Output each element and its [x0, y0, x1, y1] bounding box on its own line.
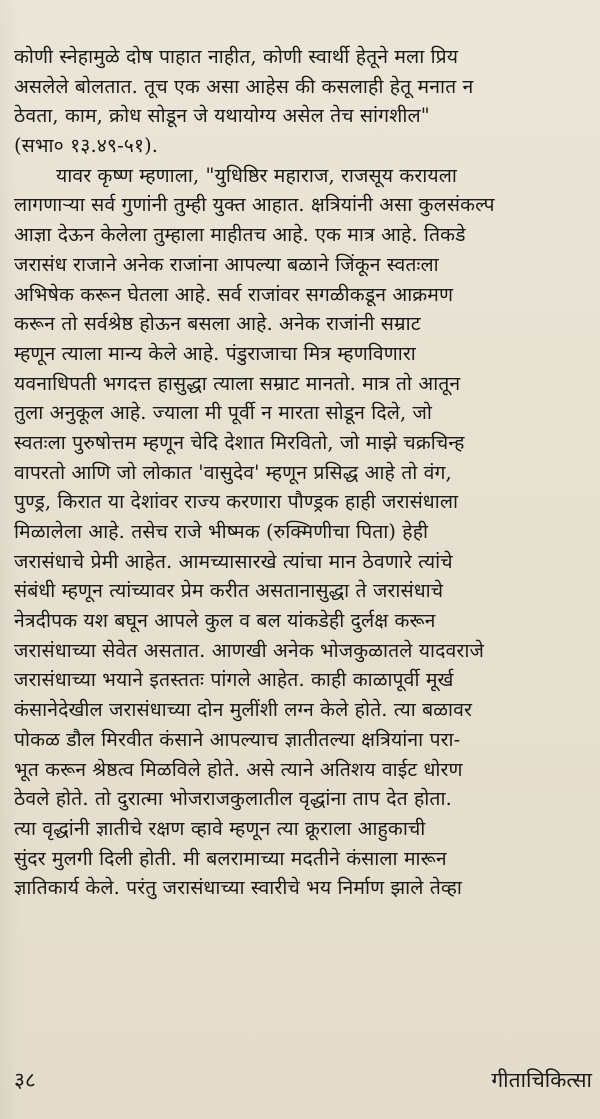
text-line: यवनाधिपती भगदत्त हासुद्धा त्याला सम्राट मानतो. मात्र तो आतून [14, 371, 461, 395]
text-line: ठेवले होते. तो दुरात्मा भोजराजकुलातील वृद्धांना ताप देत होता. [14, 787, 452, 811]
body-text [14, 42, 600, 903]
text-line: पुण्ड्र, किरात या देशांवर राज्य करणारा पौण्ड्रक हाही जरासंधाला [14, 490, 459, 514]
text-line: पोकळ डौल मिरवीत कंसाने आपल्याच ज्ञातीतल्या क्षत्रियांना परा- [14, 727, 461, 751]
text-line: जरासंधाचे प्रेमी आहेत. आमच्यासारखे त्यांचा मान ठेवणारे त्यांचे [14, 549, 453, 573]
text-line: ठेवता, काम, क्रोध सोडून जे यथायोग्य असेल तेच सांगशील" [14, 104, 430, 128]
text-line: वापरतो आणि जो लोकात 'वासुदेव' म्हणून प्रसिद्ध आहे तो वंग, [14, 460, 452, 484]
text-line: अभिषेक करून घेतला आहे. सर्व राजांवर सगळीकडून आक्रमण [14, 282, 454, 306]
running-title: गीताचिकित्सा [491, 1068, 592, 1092]
page-number: ३८ [14, 1068, 36, 1092]
text-line: सुंदर मुलगी दिली होती. मी बलरामाच्या मदतीने कंसाला मारून [14, 846, 447, 870]
text-line: आज्ञा देऊन केलेला तुम्हाला माहीतच आहे. एक मात्र आहे. तिकडे [14, 223, 466, 247]
text-line: जरासंध राजाने अनेक राजांना आपल्या बळाने जिंकून स्वतःला [14, 252, 439, 276]
text-line: जरासंधाच्या सेवेत असतात. आणखी अनेक भोजकुळातले यादवराजे [14, 638, 484, 662]
text-line: नेत्रदीपक यश बघून आपले कुल व बल यांकडेही दुर्लक्ष करून [14, 609, 436, 633]
text-line: स्वतःला पुरुषोत्तम म्हणून चेदि देशात मिरवितो, जो माझे चक्रचिन्ह [14, 430, 465, 454]
text-line: (सभा० १३.४९-५१). [14, 134, 159, 158]
page-footer [0, 1060, 600, 1100]
text-line: लागणाऱ्या सर्व गुणांनी तुम्ही युक्त आहात. क्षत्रियांनी असा कुलसंकल्प [14, 193, 495, 217]
text-line: जरासंधाच्या भयाने इतस्ततः पांगले आहेत. काही काळापूर्वी मूर्ख [14, 668, 454, 692]
text-line: कोणी स्नेहामुळे दोष पाहात नाहीत, कोणी स्वार्थी हेतूने मला प्रिय [14, 45, 459, 68]
paragraph-start-line: यावर कृष्ण म्हणाला, "युधिष्ठिर महाराज, राजसूय करायला [56, 163, 458, 187]
text-line: कंसानेदेखील जरासंधाच्या दोन मुलींशी लग्न केले होते. त्या बळावर [14, 698, 473, 722]
text-line: भूत करून श्रेष्ठत्व मिळविले होते. असे त्याने अतिशय वाईट धोरण [14, 757, 463, 781]
text-line: असलेले बोलतात. तूच एक असा आहेस की कसलाही हेतू मनात न [14, 74, 474, 98]
text-line: करून तो सर्वश्रेष्ठ होऊन बसला आहे. अनेक राजांनी सम्राट [14, 312, 421, 336]
text-line: तुला अनुकूल आहे. ज्याला मी पूर्वी न मारता सोडून दिले, जो [14, 401, 433, 425]
text-line: मिळालेला आहे. तसेच राजे भीष्मक (रुक्मिणीचा पिता) हेही [14, 520, 429, 543]
text-line: म्हणून त्याला मान्य केले आहे. पंडुराजाचा मित्र म्हणविणारा [14, 341, 416, 365]
text-line: संबंधी म्हणून त्यांच्यावर प्रेम करीत असतानासुद्धा ते जरासंधाचे [14, 579, 444, 603]
text-line: त्या वृद्धांनी ज्ञातीचे रक्षण व्हावे म्हणून त्या क्रूराला आहुकाची [14, 816, 426, 840]
text-line: ज्ञातिकार्य केले. परंतु जरासंधाच्या स्वारीचे भय निर्माण झाले तेव्हा [14, 876, 463, 900]
